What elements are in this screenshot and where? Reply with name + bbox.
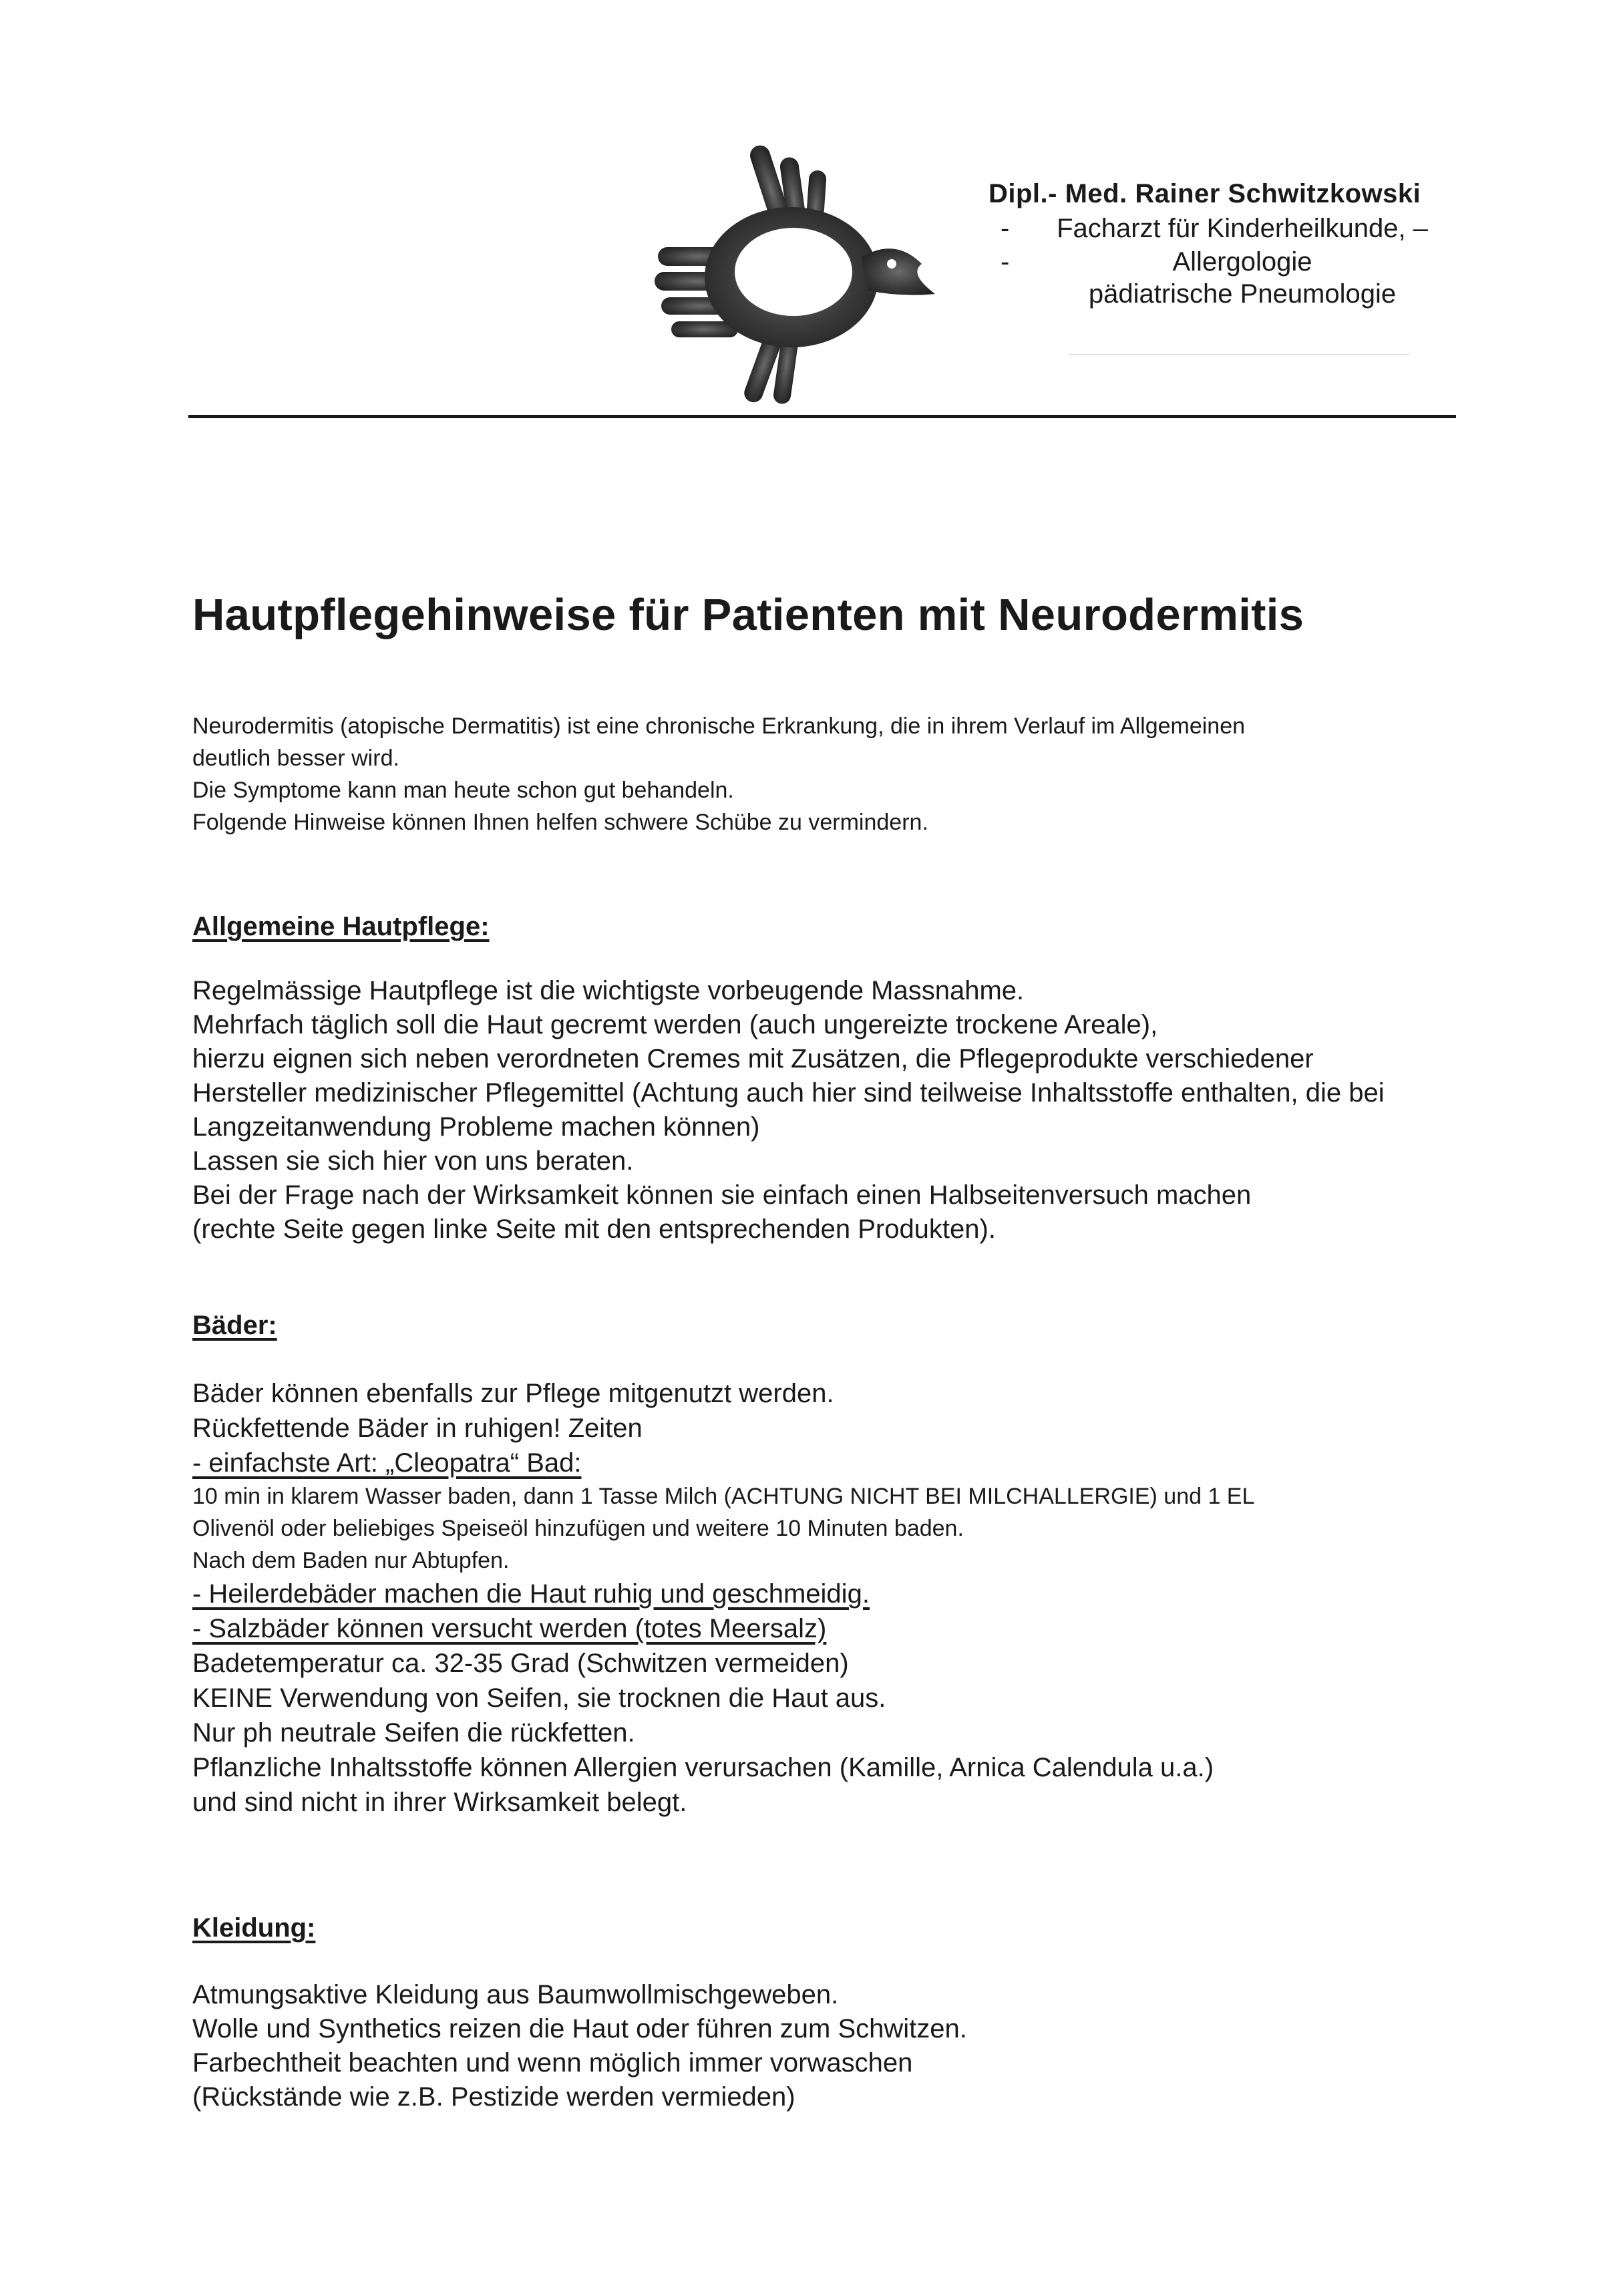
document-title: Hautpflegehinweise für Patienten mit Neurodermitis [192, 590, 1304, 640]
specialty-text: Facharzt für Kinderheilkunde, – [1057, 214, 1428, 243]
specialty-dash: - [1001, 214, 1010, 243]
section-body-allgemeine [192, 974, 1385, 1247]
intro-line: Neurodermitis (atopische Dermatitis) ist eine chronische Erkrankung, die in ihrem Verlauf im Allgemeinen [192, 713, 1246, 739]
specialty-text: pädiatrische Pneumologie [1088, 279, 1397, 309]
doctor-name: Dipl.- Med. Rainer Schwitzkowski [989, 179, 1421, 208]
body-line: Rückfettende Bäder in ruhigen! Zeiten [192, 1414, 643, 1443]
body-line: Atmungsaktive Kleidung aus Baumwollmischgeweben. [192, 1980, 839, 2009]
body-line: Pflanzliche Inhaltsstoffe können Allergien verursachen (Kamille, Arnica Calendula u.a.) [192, 1753, 1214, 1782]
body-line: hierzu eignen sich neben verordneten Cremes mit Zusätzen, die Pflegeprodukte verschiedener [192, 1044, 1314, 1074]
intro-line: deutlich besser wird. [192, 746, 399, 771]
body-line: Olivenöl oder beliebiges Speiseöl hinzufügen und weitere 10 Minuten baden. [192, 1516, 964, 1541]
body-line: KEINE Verwendung von Seifen, sie trocknen die Haut aus. [192, 1683, 886, 1713]
body-line: 10 min in klarem Wasser baden, dann 1 Tasse Milch (ACHTUNG NICHT BEI MILCHALLERGIE) und 1 EL [192, 1484, 1255, 1509]
section-body-baeder [192, 1376, 1254, 1820]
body-line: (Rückstände wie z.B. Pestizide werden vermieden) [192, 2082, 795, 2112]
underlined-subheading: - einfachste Art: „Cleopatra“ Bad: [192, 1448, 582, 1478]
body-line: und sind nicht in ihrer Wirksamkeit belegt. [192, 1788, 687, 1817]
body-line: Farbechtheit beachten und wenn möglich immer vorwaschen [192, 2048, 913, 2078]
specialty-dash: - [1001, 247, 1010, 277]
section-heading-allgemeine: Allgemeine Hautpflege: [192, 912, 490, 941]
body-line: Bei der Frage nach der Wirksamkeit können sie einfach einen Halbseitenversuch machen [192, 1180, 1252, 1210]
body-line: (rechte Seite gegen linke Seite mit den entsprechenden Produkten). [192, 1214, 996, 1244]
faint-divider [1069, 354, 1409, 355]
section-heading-baeder: Bäder: [192, 1311, 277, 1340]
body-line: Langzeitanwendung Probleme machen können) [192, 1112, 760, 1142]
hand-bird-logo [641, 130, 948, 418]
intro-line: Folgende Hinweise können Ihnen helfen schwere Schübe zu vermindern. [192, 810, 928, 835]
underlined-subheading: - Salzbäder können versucht werden (totes Meersalz) [192, 1614, 827, 1643]
section-heading-kleidung: Kleidung: [192, 1913, 316, 1943]
underlined-subheading: - Heilerdebäder machen die Haut ruhig und geschmeidig. [192, 1579, 870, 1609]
body-line: Hersteller medizinischer Pflegemittel (Achtung auch hier sind teilweise Inhaltsstoffe enthalten, die bei [192, 1078, 1385, 1108]
body-line: Mehrfach täglich soll die Haut gecremt werden (auch ungereizte trockene Areale), [192, 1010, 1158, 1039]
specialty-text: Allergologie [1172, 247, 1312, 277]
body-line: Regelmässige Hautpflege ist die wichtigste vorbeugende Massnahme. [192, 976, 1025, 1005]
header-rule [188, 415, 1456, 418]
body-line: Nach dem Baden nur Abtupfen. [192, 1548, 510, 1573]
body-line: Bäder können ebenfalls zur Pflege mitgenutzt werden. [192, 1379, 834, 1408]
intro-line: Die Symptome kann man heute schon gut behandeln. [192, 778, 734, 803]
intro-paragraph [192, 710, 1245, 838]
body-line: Wolle und Synthetics reizen die Haut oder führen zum Schwitzen. [192, 2014, 967, 2043]
body-line: Nur ph neutrale Seifen die rückfetten. [192, 1718, 635, 1748]
body-line: Lassen sie sich hier von uns beraten. [192, 1146, 634, 1176]
body-line: Badetemperatur ca. 32-35 Grad (Schwitzen vermeiden) [192, 1649, 849, 1678]
section-body-kleidung [192, 1978, 967, 2114]
